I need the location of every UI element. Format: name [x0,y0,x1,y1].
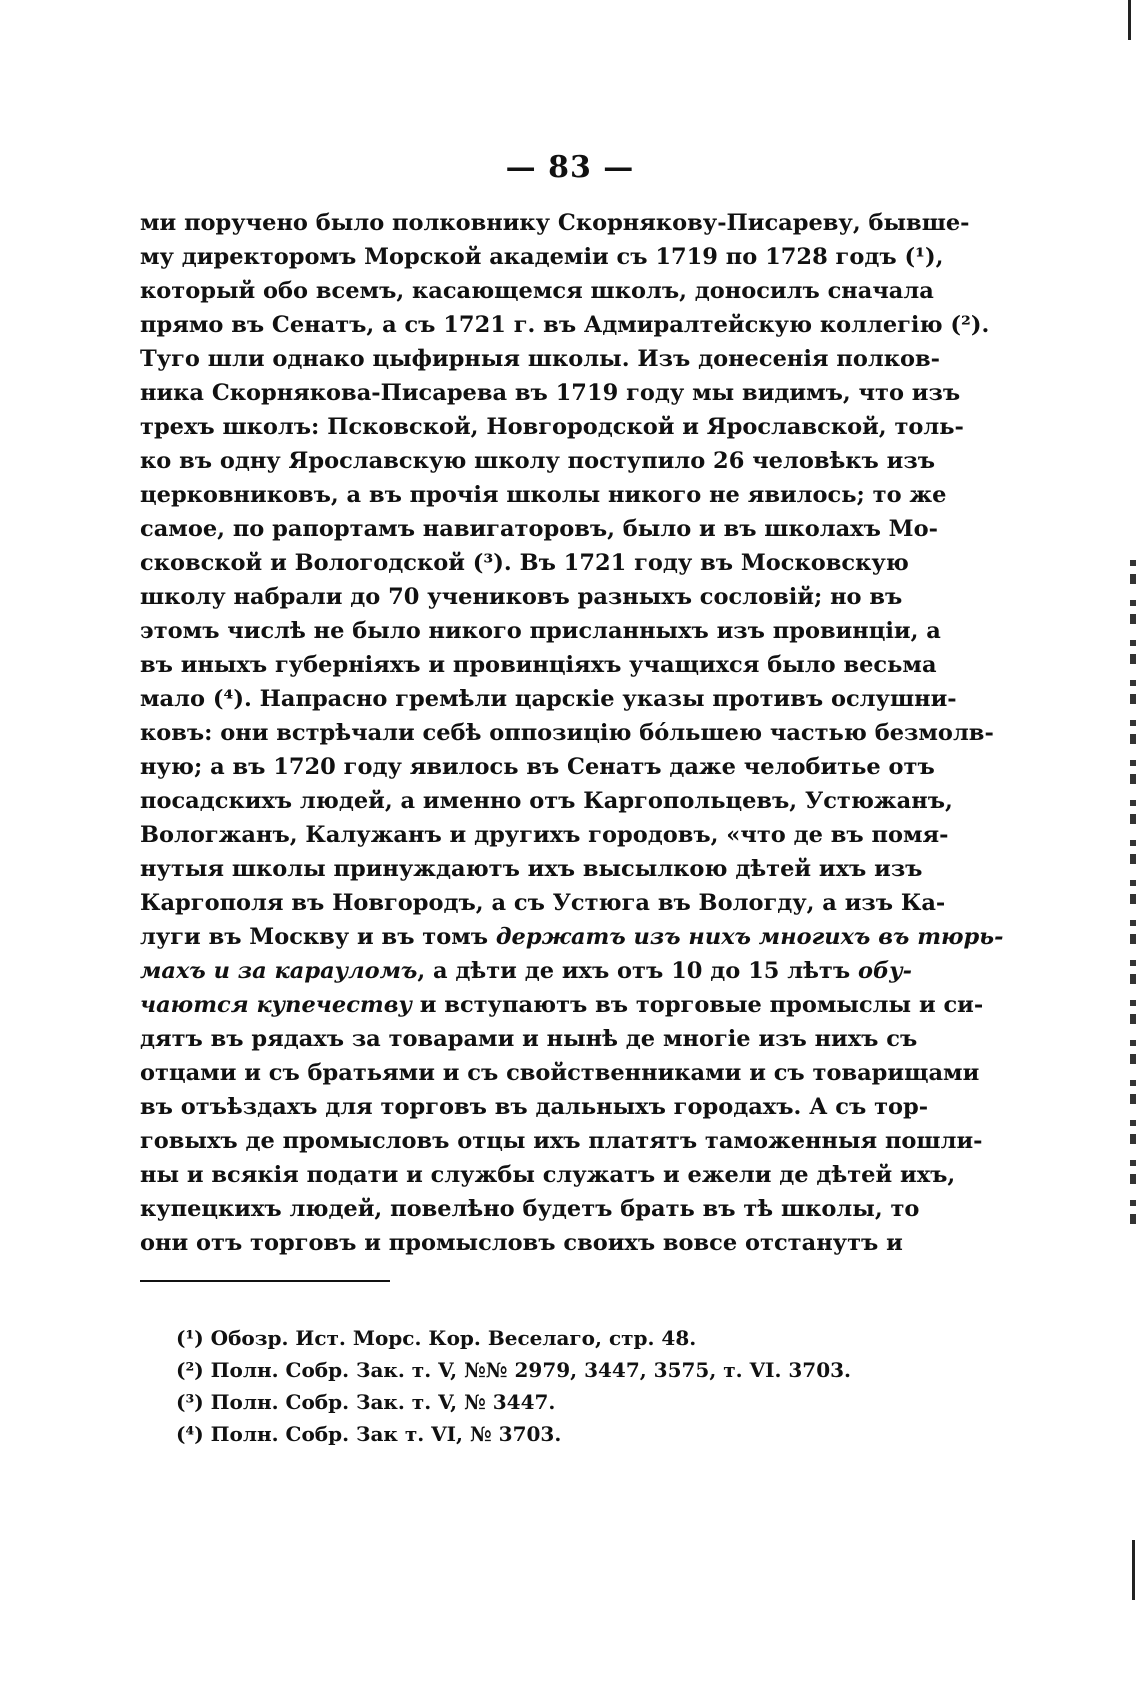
text-line [140,1226,903,1260]
text-segment: сковской и Вологодской (³). Въ 1721 году въ Московскую [140,550,909,576]
text-line [140,920,1004,954]
text-line [140,478,947,512]
text-line [140,444,935,478]
text-line [140,716,994,750]
text-segment: они отъ торговъ и промысловъ своихъ вовсе отстанутъ и [140,1230,903,1256]
footnotes [176,1322,916,1450]
text-line [140,784,953,818]
text-line [140,1022,918,1056]
text-segment: мало (⁴). Напрасно гремѣли царскіе указы противъ ослушни- [140,686,957,712]
footnote-4: (⁴) Полн. Собр. Зак т. VI, № 3703. [176,1422,562,1446]
text-segment: церковниковъ, а въ прочія школы никого не явилось; то же [140,482,947,508]
italic-segment: махъ и за карауломъ [140,958,418,984]
text-segment: Вологжанъ, Калужанъ и другихъ городовъ, «что де въ помя- [140,822,949,848]
text-segment: ны и всякія подати и службы служатъ и ежели де дѣтей ихъ, [140,1162,956,1188]
text-line [140,614,941,648]
text-segment: дятъ въ рядахъ за товарами и нынѣ де многіе изъ нихъ съ [140,1026,918,1052]
text-segment: нутыя школы принуждаютъ ихъ высылкою дѣтей ихъ изъ [140,856,923,882]
text-segment: му директоромъ Морской академіи съ 1719 по 1728 годъ (¹), [140,244,944,270]
text-line [140,1158,956,1192]
text-line [140,886,946,920]
text-segment: самое, по рапортамъ навигаторовъ, было и въ школахъ Мо- [140,516,938,542]
text-segment: посадскихъ людей, а именно отъ Каргопольцевъ, Устюжанъ, [140,788,953,814]
text-segment: Туго шли однако цыфирныя школы. Изъ донесенія полков- [140,346,940,372]
text-line [140,954,912,988]
text-segment: , а дѣти де ихъ отъ 10 до 15 лѣтъ [417,958,858,984]
scan-edge-dots [1130,560,1136,1240]
text-segment: ника Скорнякова-Писарева въ 1719 году мы видимъ, что изъ [140,380,961,406]
text-segment: и вступаютъ въ торговые промыслы и си- [411,992,984,1018]
text-segment: ми поручено было полковнику Скорнякову-Писареву, бывше- [140,210,970,236]
text-segment: ную; а въ 1720 году явилось въ Сенатъ даже челобитье отъ [140,754,935,780]
text-segment: этомъ числѣ не было никого присланныхъ изъ провинціи, а [140,618,941,644]
scan-edge-mark-bottom [1132,1540,1135,1600]
text-segment: Каргополя въ Новгородъ, а съ Устюга въ Вологду, а изъ Ка- [140,890,946,916]
text-segment: ковъ: они встрѣчали себѣ оппозицію бóльшею частью безмолв- [140,720,994,746]
text-line [140,240,944,274]
text-line [140,512,938,546]
body-text [140,206,1004,1260]
scan-edge-mark-top [1128,0,1131,40]
text-segment: говыхъ де промысловъ отцы ихъ платятъ таможенныя пошли- [140,1128,983,1154]
italic-segment: чаются купечеству [140,992,412,1018]
text-line [140,274,934,308]
text-segment: отцами и съ братьями и съ свойственниками и съ товарищами [140,1060,980,1086]
italic-segment: обу- [857,958,912,984]
page-number: — 83 — [505,150,635,185]
text-line [140,852,923,886]
text-segment: луги въ Москву и въ томъ [140,924,496,950]
text-line [140,1124,983,1158]
text-segment: ко въ одну Ярославскую школу поступило 26 человѣкъ изъ [140,448,935,474]
text-line [140,1056,980,1090]
text-segment: трехъ школъ: Псковской, Новгородской и Ярославской, толь- [140,414,964,440]
text-line [140,546,909,580]
text-line [140,206,970,240]
footnote-2: (²) Полн. Собр. Зак. т. V, №№ 2979, 3447, 3575, т. VI. 3703. [176,1358,852,1382]
text-line [140,410,964,444]
text-line [140,308,990,342]
text-line [140,750,935,784]
text-line [140,580,903,614]
text-segment: прямо въ Сенатъ, а съ 1721 г. въ Адмиралтейскую коллегію (²). [140,312,990,338]
text-segment: купецкихъ людей, повелѣно будетъ брать въ тѣ школы, то [140,1196,920,1222]
text-line [140,988,984,1022]
text-line [140,342,940,376]
text-line [140,682,957,716]
text-segment: школу набрали до 70 учениковъ разныхъ сословій; но въ [140,584,903,610]
text-line [140,818,949,852]
text-line [140,1090,929,1124]
text-line [140,376,961,410]
italic-segment: держатъ изъ нихъ многихъ въ тюрь- [495,924,1004,950]
footnote-divider [140,1280,390,1282]
text-line [140,648,937,682]
text-segment: который обо всемъ, касающемся школъ, доносилъ сначала [140,278,934,304]
text-segment: въ отъѣздахъ для торговъ въ дальныхъ городахъ. А съ тор- [140,1094,929,1120]
footnote-1: (¹) Обозр. Ист. Морс. Кор. Веселаго, стр. 48. [176,1326,697,1350]
text-line [140,1192,920,1226]
text-segment: въ иныхъ губерніяхъ и провинціяхъ учащихся было весьма [140,652,937,678]
footnote-3: (³) Полн. Собр. Зак. т. V, № 3447. [176,1390,556,1414]
